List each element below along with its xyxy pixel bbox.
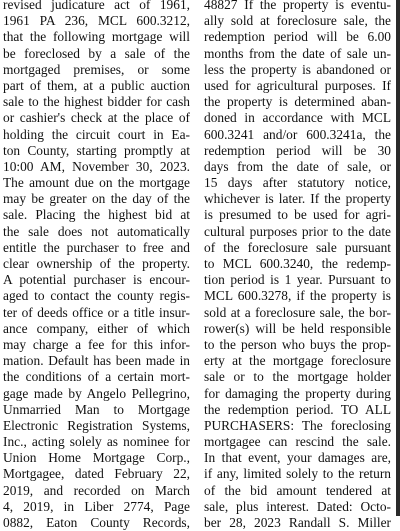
right-column-line: to MCL 600.3240, the redemp- xyxy=(204,256,391,271)
right-column-line: of the bid amount tendered at xyxy=(204,482,391,498)
left-column-line: revised judicature act of 1961, xyxy=(3,0,190,12)
right-column-line: less the property is abandoned or xyxy=(204,61,391,77)
right-column-line: rower(s) will be held responsible xyxy=(204,320,391,336)
left-column-line: part of them, at a public auction xyxy=(3,77,190,93)
left-column-line: Union Home Mortgage Corp., xyxy=(3,450,190,466)
left-column-line: ance company, either of which xyxy=(3,320,190,336)
right-text-column xyxy=(204,0,391,531)
left-column-line: the sale does not automatically xyxy=(3,223,190,239)
right-column-line: ber 28, 2023 Randall S. Miller xyxy=(204,515,391,530)
left-column-line: 10:00 AM, November 30, 2023. xyxy=(3,158,190,174)
left-column-line: be foreclosed by a sale of the xyxy=(3,45,190,61)
left-column-line: the conditions of a certain mort- xyxy=(3,369,190,385)
left-column-line: mation. Default has been made in xyxy=(3,353,190,369)
left-column-line: ton County, starting promptly at xyxy=(3,142,190,158)
left-column-line: ter of deeds office or a title insur- xyxy=(3,304,190,320)
left-column-line: 1961 PA 236, MCL 600.3212, xyxy=(3,13,190,29)
left-column-line: that the following mortgage will xyxy=(3,29,190,45)
right-column-line: 15 days after statutory notice, xyxy=(204,175,391,191)
left-column-line: entitle the purchaser to free and xyxy=(3,239,190,255)
right-column-line: cultural purposes prior to the date xyxy=(204,223,391,239)
left-column-line: holding the circuit court in Ea- xyxy=(3,126,190,142)
right-column-line: 600.3241 and/or 600.3241a, the xyxy=(204,126,391,142)
right-column-line: doned in accordance with MCL xyxy=(204,110,391,126)
left-column-line: clear ownership of the property. xyxy=(3,256,190,271)
right-column-line: sale or to the mortgage holder xyxy=(204,369,391,385)
right-column-line: sold at a foreclosure sale, the bor- xyxy=(204,304,391,320)
right-column-line: tion period is 1 year. Pursuant to xyxy=(204,272,391,288)
right-column-line: In that event, your damages are, xyxy=(204,450,391,466)
left-column-line: 4, 2019, in Liber 2774, Page xyxy=(3,498,190,514)
left-column-line: Unmarried Man to Mortgage xyxy=(3,401,190,417)
left-column-line: gage made by Angelo Pellegrino, xyxy=(3,385,190,401)
left-column-line: 2019, and recorded on March xyxy=(3,482,190,498)
right-column-line: to the person who buys the prop- xyxy=(204,336,391,352)
left-column-line: sale to the highest bidder for cash xyxy=(3,94,190,110)
right-column-line: whichever is later. If the property xyxy=(204,191,391,207)
right-column-line: the property is determined aban- xyxy=(204,94,391,110)
right-column-line: used for agricultural purposes. If xyxy=(204,77,391,93)
right-column-line: the redemption period. TO ALL xyxy=(204,401,391,417)
right-column-line: days from the date of sale, or xyxy=(204,158,391,174)
right-column-line: PURCHASERS: The foreclosing xyxy=(204,417,391,433)
left-column-line: Electronic Registration Systems, xyxy=(3,417,190,433)
right-column-line: ally sold at foreclosure sale, the xyxy=(204,13,391,29)
left-column-line: The amount due on the mortgage xyxy=(3,175,190,191)
left-column-line: or cashier's check at the place of xyxy=(3,110,190,126)
left-text-column xyxy=(3,0,190,531)
right-column-line: of the foreclosure sale pursuant xyxy=(204,239,391,255)
right-column-line: for damaging the property during xyxy=(204,385,391,401)
right-column-line: is presumed to be used for agri- xyxy=(204,207,391,223)
left-column-line: aged to contact the county regis- xyxy=(3,288,190,304)
left-column-line: Inc., acting solely as nominee for xyxy=(3,434,190,450)
right-column-line: sale, plus interest. Dated: Octo- xyxy=(204,498,391,514)
right-column-line: mortgagee can rescind the sale. xyxy=(204,434,391,450)
right-column-line: redemption period will be 6.00 xyxy=(204,29,391,45)
left-column-line: mortgaged premises, or some xyxy=(3,61,190,77)
left-column-line: 0882, Eaton County Records, xyxy=(3,515,190,530)
left-column-line: sale. Placing the highest bid at xyxy=(3,207,190,223)
right-column-line: erty at the mortgage foreclosure xyxy=(204,353,391,369)
right-column-line: 48827 If the property is eventu- xyxy=(204,0,391,12)
left-column-line: A potential purchaser is encour- xyxy=(3,272,190,288)
right-column-line: redemption period will be 30 xyxy=(204,142,391,158)
right-edge-border xyxy=(396,0,400,516)
left-column-line: Mortgagee, dated February 22, xyxy=(3,466,190,482)
right-column-line: MCL 600.3278, if the property is xyxy=(204,288,391,304)
right-column-line: if any, limited solely to the return xyxy=(204,466,391,482)
left-column-line: may be greater on the day of the xyxy=(3,191,190,207)
left-column-line: may charge a fee for this infor- xyxy=(3,336,190,352)
right-column-line: months from the date of sale un- xyxy=(204,45,391,61)
